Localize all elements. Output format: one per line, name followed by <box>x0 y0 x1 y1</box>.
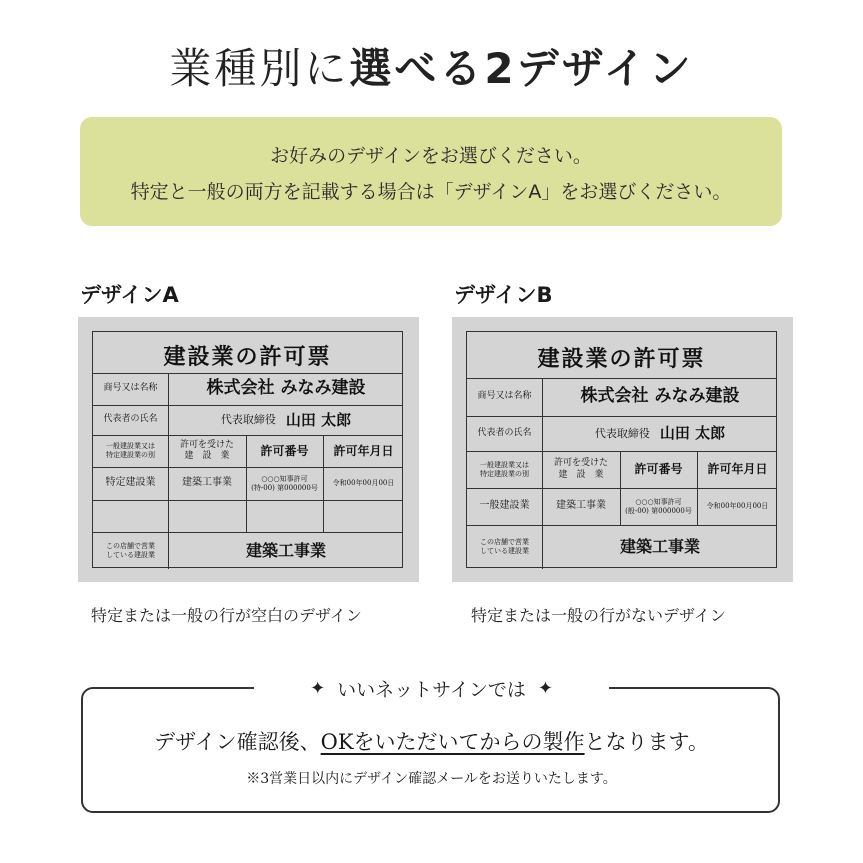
info-main-text: デザイン確認後、OKをいただいてからの製作となります。 <box>154 730 709 754</box>
design-b-panel <box>452 317 793 582</box>
permit-no-label: 許可番号 <box>260 443 309 458</box>
design-b-plate <box>466 331 777 568</box>
trade-name-value: 株式会社 みなみ建設 <box>206 378 366 399</box>
rep-role: 代表取締役 <box>220 413 276 427</box>
permit-work-label: 許可を受けた 建 設 業 <box>179 439 234 461</box>
work-value: 建築工事業 <box>182 477 232 489</box>
rep-label: 代表者の氏名 <box>103 414 158 425</box>
rep-value <box>168 405 404 435</box>
info-sub-text: ※3営業日以内にデザイン確認メールをお送りいたします。 <box>246 771 617 787</box>
permit-date-value: 令和00年00月00日 <box>706 502 769 511</box>
plate-title: 建設業の許可票 <box>537 346 706 372</box>
notice-banner <box>80 117 782 226</box>
title-light: 業種別に <box>169 44 350 93</box>
notice-line-1: お好みのデザインをお選びください。 <box>270 145 592 167</box>
permit-no-label: 許可番号 <box>634 462 683 476</box>
design-a-plate <box>92 331 403 568</box>
trade-name-label: 商号又は名称 <box>477 391 532 402</box>
title-bold: 選べる2デザイン <box>349 44 694 93</box>
work-value: 建築工事業 <box>556 500 606 512</box>
permit-no-value: ○○○知事許可 (般-00) 第000000号 <box>625 497 692 515</box>
store-label: この店舗で営業 している建設業 <box>106 541 155 559</box>
permit-date-label: 許可年月日 <box>707 462 768 476</box>
design-a-caption: 特定または一般の行が空白のデザイン <box>91 606 362 625</box>
info-heading-text: いいネットサインでは <box>337 678 526 701</box>
trade-name-label: 商号又は名称 <box>103 383 158 394</box>
trade-name-value: 株式会社 みなみ建設 <box>580 386 740 407</box>
store-value: 建築工事業 <box>619 537 700 556</box>
page-title <box>0 36 863 96</box>
store-label: この店舗で営業 している建設業 <box>480 538 529 555</box>
plate-title: 建設業の許可票 <box>163 344 332 370</box>
row-label: 特定建設業 <box>105 477 156 489</box>
rep-value <box>542 416 778 451</box>
design-b-caption: 特定または一般の行がないデザイン <box>471 606 726 625</box>
design-b-label: デザインB <box>454 283 553 307</box>
store-value: 建築工事業 <box>245 540 326 560</box>
type-label: 一般建設業又は 特定建設業の別 <box>480 460 529 478</box>
permit-date-value: 令和00年00月00日 <box>332 479 395 488</box>
permit-work-label: 許可を受けた 建 設 業 <box>553 458 608 480</box>
sparkle-icon: ✦ <box>537 677 553 699</box>
info-box-heading <box>254 674 609 702</box>
row-label: 一般建設業 <box>479 500 530 512</box>
design-a-panel <box>78 317 419 582</box>
notice-line-2: 特定と一般の両方を記載する場合は「デザインA」をお選びください。 <box>130 181 732 203</box>
type-label: 一般建設業又は 特定建設業の別 <box>106 442 155 459</box>
rep-name: 山田 太郎 <box>285 410 352 429</box>
design-a-label: デザインA <box>80 283 179 307</box>
rep-role: 代表取締役 <box>594 426 650 440</box>
sparkle-icon: ✦ <box>310 677 326 699</box>
permit-no-value: ○○○知事許可 (特-00) 第000000号 <box>251 474 318 492</box>
rep-label: 代表者の氏名 <box>477 427 532 438</box>
permit-date-label: 許可年月日 <box>333 443 394 458</box>
rep-name: 山田 太郎 <box>659 424 726 443</box>
